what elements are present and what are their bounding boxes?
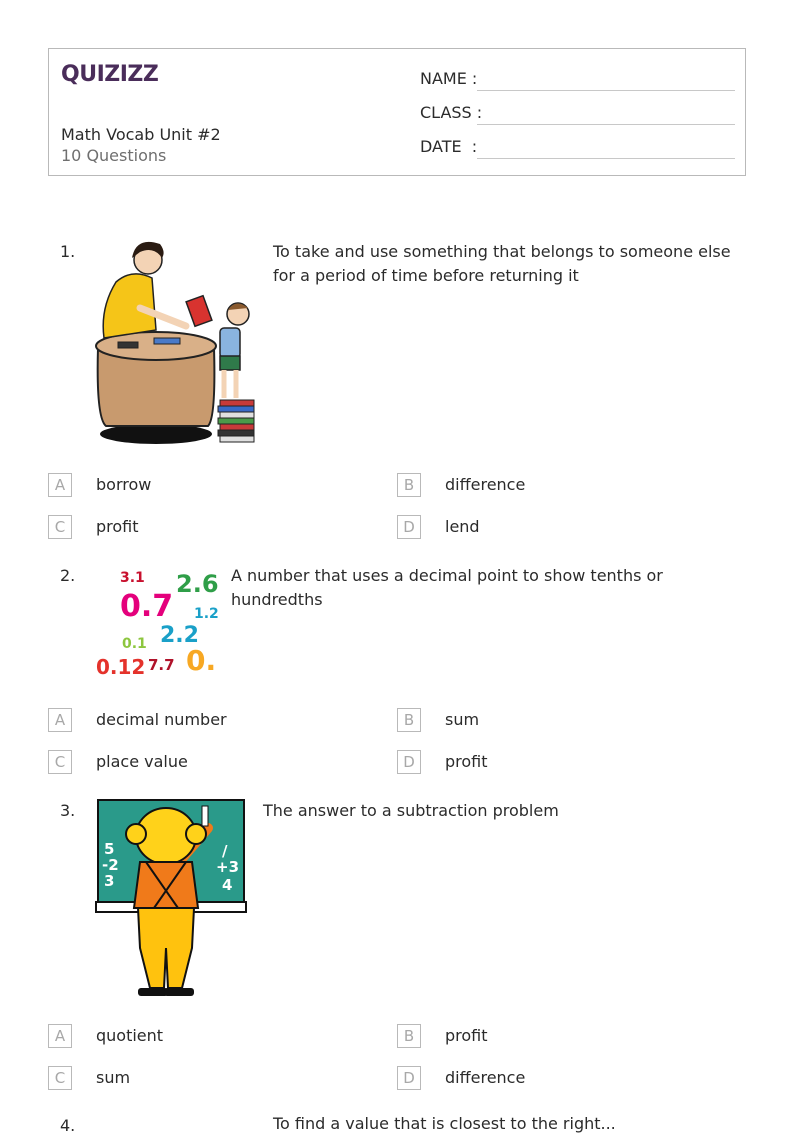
question-text: The answer to a subtraction problem [263,801,559,820]
option-text[interactable]: place value [96,752,188,771]
name-field[interactable] [420,69,735,93]
svg-text:/: / [222,842,228,860]
option-letter[interactable]: D [397,515,421,539]
question-number: 2. [60,566,76,585]
worksheet-title: Math Vocab Unit #2 [61,125,221,144]
option-letter[interactable]: A [48,708,72,732]
svg-text:4: 4 [222,876,233,894]
svg-text:QUIZIZZ: QUIZIZZ [61,62,159,87]
option-letter[interactable]: D [397,1066,421,1090]
decimal-label: 3.1 [120,570,145,586]
class-field[interactable] [420,103,735,127]
option-text[interactable]: lend [445,517,480,536]
option-text[interactable]: borrow [96,475,152,494]
question-count: 10 Questions [61,146,167,165]
decimal-label: 2.6 [176,570,219,598]
option-letter[interactable]: A [48,1024,72,1048]
question-number: 3. [60,801,76,820]
svg-text:-2: -2 [102,856,119,874]
decimal-label: 1.2 [194,606,219,622]
option-letter[interactable]: B [397,1024,421,1048]
svg-text:3: 3 [104,872,115,890]
quizizz-logo [61,58,159,88]
date-label: DATE : [420,137,478,156]
decimal-numbers-image [96,566,219,682]
decimal-label: 0.7 [120,589,174,624]
question-number: 4. [60,1116,76,1135]
name-line[interactable] [477,90,735,91]
option-text[interactable]: profit [445,1026,488,1045]
decimal-label: 0.12 [96,655,146,679]
worksheet-header [48,48,746,176]
decimal-label: 0.1 [122,636,147,652]
child-at-chalkboard-image [96,798,248,1000]
question-number: 1. [60,242,76,261]
class-label: CLASS : [420,103,483,122]
librarian-child-image [96,238,258,450]
question-text: To find a value that is closest to the right... [273,1114,616,1133]
svg-text:+3: +3 [216,858,240,876]
option-text[interactable]: quotient [96,1026,164,1045]
option-text[interactable]: sum [445,710,480,729]
option-text[interactable]: profit [96,517,139,536]
option-letter[interactable]: A [48,473,72,497]
option-letter[interactable]: D [397,750,421,774]
decimal-label: 2.2 [160,623,199,648]
question-text: A number that uses a decimal point to show tenths or hundredths [231,566,663,609]
question-text: To take and use something that belongs to someone else for a period of time before returning it [273,242,731,285]
name-label: NAME : [420,69,478,88]
option-letter[interactable]: C [48,1066,72,1090]
option-letter[interactable]: B [397,473,421,497]
option-text[interactable]: difference [445,1068,526,1087]
svg-text:5: 5 [104,840,115,858]
option-letter[interactable]: B [397,708,421,732]
class-line[interactable] [477,124,735,125]
option-letter[interactable]: C [48,515,72,539]
option-letter[interactable]: C [48,750,72,774]
option-text[interactable]: difference [445,475,526,494]
decimal-label: 0. [186,644,217,677]
option-text[interactable]: profit [445,752,488,771]
date-field[interactable] [420,137,735,161]
option-text[interactable]: sum [96,1068,131,1087]
decimal-label: 7.7 [148,656,175,674]
date-line[interactable] [477,158,735,159]
option-text[interactable]: decimal number [96,710,227,729]
